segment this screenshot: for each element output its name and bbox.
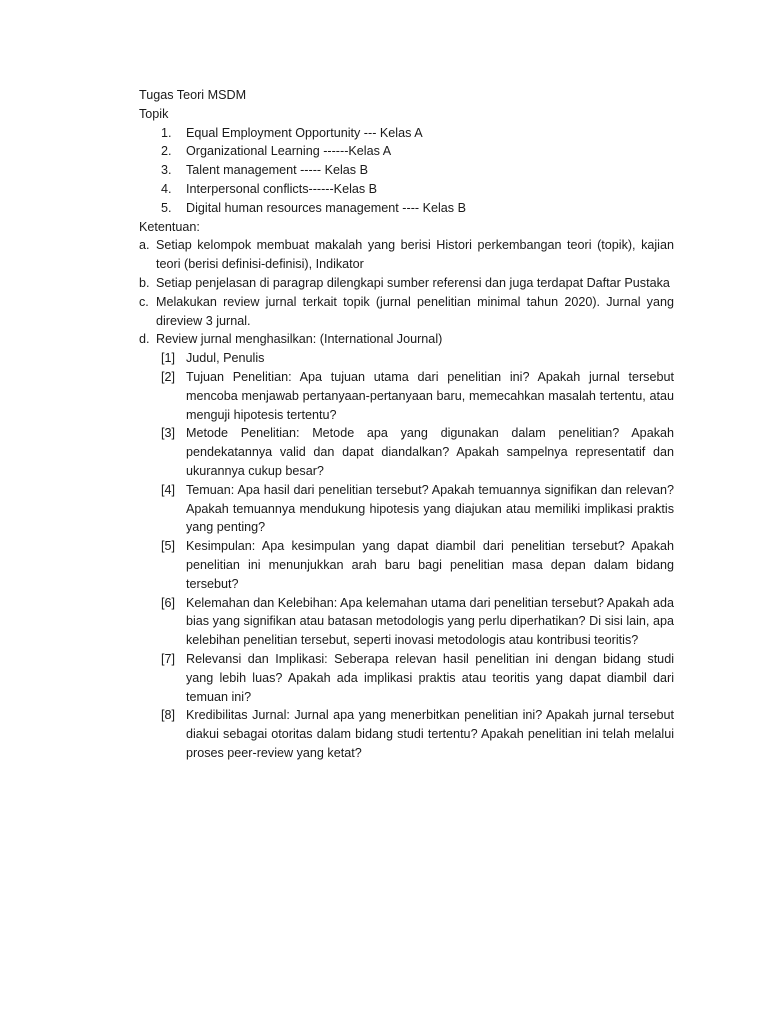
rule-text: Melakukan review jurnal terkait topik (jurnal penelitian minimal tahun 2020). Jurnal yang direview 3 jurnal. xyxy=(156,294,674,328)
rule-item xyxy=(139,274,674,293)
review-text: Temuan: Apa hasil dari penelitian tersebut? Apakah temuannya signifikan dan relevan? Apakah temuannya mendukung hipotesis yang diajukan atau memiliki implikasi praktis yang penting? xyxy=(186,482,674,535)
topic-text: Digital human resources management ---- Kelas B xyxy=(186,200,466,215)
rule-label: d. xyxy=(139,332,150,347)
rule-item xyxy=(139,330,674,349)
document-body xyxy=(139,86,674,763)
topic-item xyxy=(139,180,674,199)
topic-item xyxy=(139,124,674,143)
topic-text: Equal Employment Opportunity --- Kelas A xyxy=(186,125,423,140)
topic-list xyxy=(139,124,674,218)
review-text: Kelemahan dan Kelebihan: Apa kelemahan utama dari penelitian tersebut? Apakah ada bias yang signifikan atau batasan metodologis yang perlu diperhatikan? Di sisi lain, apa kelebihan penelitian tersebut, seperti inovasi metodologis atau kontribusi teoritis? xyxy=(186,595,675,648)
topic-item xyxy=(139,142,674,161)
rule-item xyxy=(139,293,674,331)
review-item xyxy=(139,349,674,368)
review-text: Metode Penelitian: Metode apa yang digunakan dalam penelitian? Apakah pendekatannya valid dan dapat diandalkan? Apakah sampelnya representatif dan ukurannya cukup besar? xyxy=(186,426,674,478)
review-number: [4] xyxy=(161,482,176,497)
document-title: Tugas Teori MSDM xyxy=(139,88,247,102)
review-number: [7] xyxy=(161,651,176,666)
rule-label: c. xyxy=(139,294,149,309)
topic-item xyxy=(139,199,674,218)
review-text: Relevansi dan Implikasi: Seberapa relevan hasil penelitian ini dengan bidang studi yang lebih luas? Apakah ada implikasi praktis atau teoritis yang dapat diambil dari temuan ini? xyxy=(186,651,674,704)
review-text: Tujuan Penelitian: Apa tujuan utama dari penelitian ini? Apakah jurnal tersebut mencoba menjawab pertanyaan-pertanyaan baru, memecahkan masalah tertentu, atau menguji hipotesis tertentu? xyxy=(186,369,674,422)
review-number: [5] xyxy=(161,539,176,554)
review-text: Kredibilitas Jurnal: Jurnal apa yang menerbitkan penelitian ini? Apakah jurnal tersebut diakui sebagai otoritas dalam bidang studi tertentu? Apakah penelitian ini telah melalui proses peer-review yang ketat? xyxy=(186,708,674,760)
rule-text: Setiap penjelasan di paragrap dilengkapi sumber referensi dan juga terdapat Daftar Pustaka xyxy=(156,275,670,290)
review-number: [6] xyxy=(161,595,176,610)
topic-text: Interpersonal conflicts------Kelas B xyxy=(186,181,378,196)
topic-number: 4. xyxy=(161,181,172,196)
topic-text: Organizational Learning ------Kelas A xyxy=(186,144,392,159)
rule-item xyxy=(139,236,674,274)
rule-label: b. xyxy=(139,275,150,290)
review-text: Judul, Penulis xyxy=(186,351,265,366)
review-number: [3] xyxy=(161,426,176,441)
topic-number: 5. xyxy=(161,200,172,215)
topic-item xyxy=(139,161,674,180)
rule-label: a. xyxy=(139,238,150,253)
topik-heading: Topik xyxy=(139,106,169,121)
review-item xyxy=(139,594,674,650)
review-item xyxy=(139,368,674,424)
review-item xyxy=(139,481,674,537)
ketentuan-heading: Ketentuan: xyxy=(139,219,200,234)
topic-number: 1. xyxy=(161,125,172,140)
topic-number: 3. xyxy=(161,163,172,178)
review-text: Kesimpulan: Apa kesimpulan yang dapat diambil dari penelitian tersebut? Apakah penelitian ini menunjukkan arah baru bagi penelitian masa depan dalam bidang tersebut? xyxy=(186,539,674,591)
topic-number: 2. xyxy=(161,144,172,159)
review-list xyxy=(139,349,674,763)
topic-text: Talent management ----- Kelas B xyxy=(186,163,368,178)
review-item xyxy=(139,537,674,593)
review-number: [1] xyxy=(161,351,176,366)
review-item xyxy=(139,706,674,762)
review-number: [2] xyxy=(161,369,176,384)
rule-text: Review jurnal menghasilkan: (International Journal) xyxy=(156,332,443,347)
review-item xyxy=(139,424,674,480)
review-number: [8] xyxy=(161,708,176,723)
rules-list xyxy=(139,236,674,349)
review-item xyxy=(139,650,674,706)
rule-text: Setiap kelompok membuat makalah yang berisi Histori perkembangan teori (topik), kajian teori (berisi definisi-definisi), Indikator xyxy=(156,238,674,272)
